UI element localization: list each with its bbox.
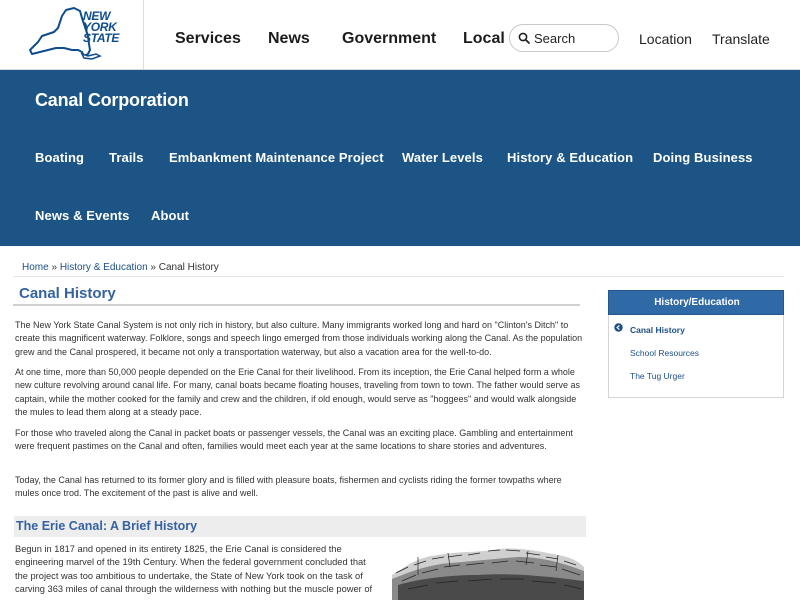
- subnav-embankment[interactable]: Embankment Maintenance Project: [169, 150, 384, 165]
- livelihood-paragraph: At one time, more than 50,000 people depended on the Erie Canal for their livelihood. From its inception, the Erie Canal helped form a whole new culture revolving around canal life. For many, canal boats became floating houses, traveling from town to town. The father would serve as captain, while the mother cooked for the family and crew and the children, if old enough, would serve as "hoggees" and would walk alongside the mules to lead them along at a steady pace.: [15, 367, 580, 418]
- search-button[interactable]: [509, 24, 619, 52]
- subnav-doing-business[interactable]: Doing Business: [653, 150, 753, 165]
- location-link[interactable]: Location: [639, 31, 692, 47]
- today-paragraph: Today, the Canal has returned to its former glory and is filled with pleasure boats, fishermen and cyclists riding the former towpaths where mules once trod. The excitement of the past is alive and well.: [15, 475, 562, 499]
- sidebar-link-school-resources[interactable]: School Resources: [630, 348, 699, 358]
- breadcrumb-history-education[interactable]: History & Education: [59, 262, 148, 273]
- logo-wordmark: NEW YORK STATE: [83, 9, 120, 45]
- title-underline: [13, 304, 580, 306]
- breadcrumb-current: Canal History: [158, 262, 219, 273]
- search-label: Search: [534, 31, 576, 46]
- sidebar-header: [608, 290, 784, 315]
- breadcrumb-divider: [14, 276, 784, 277]
- subnav-about[interactable]: About: [151, 208, 190, 223]
- sidebar-link-tug-urger[interactable]: The Tug Urger: [630, 371, 685, 381]
- breadcrumb-separator: »: [150, 262, 156, 273]
- subnav-boating[interactable]: Boating: [35, 150, 85, 165]
- nav-news[interactable]: News: [268, 30, 310, 47]
- translate-link[interactable]: Translate: [712, 31, 770, 47]
- subnav-water-levels[interactable]: Water Levels: [402, 150, 483, 165]
- erie-canal-paragraph: Begun in 1817 and opened in its entirety 1825, the Erie Canal is considered the engineering marvel of the 19th Century. When the federal government concluded that the project was too ambitious to undertake, the State of New York took on the task of carving 363 miles of canal through the wilderness with nothing but the muscle power of: [15, 544, 373, 595]
- breadcrumb: [22, 262, 219, 273]
- search-icon: [518, 32, 530, 44]
- sidebar-link-canal-history[interactable]: Canal History: [630, 325, 685, 335]
- subnav-news-events[interactable]: News & Events: [35, 208, 130, 223]
- chevron-left-icon: [614, 323, 623, 332]
- page-title: Canal History: [19, 285, 116, 302]
- nav-services[interactable]: Services: [175, 30, 241, 47]
- nav-government[interactable]: Government: [342, 30, 437, 47]
- erie-canal-engraving-image: [388, 545, 586, 600]
- breadcrumb-separator: »: [51, 262, 58, 273]
- site-header: [0, 0, 800, 70]
- subnav-history-education[interactable]: History & Education: [507, 150, 634, 165]
- breadcrumb-home[interactable]: Home: [22, 262, 49, 273]
- nys-logo[interactable]: [0, 0, 144, 70]
- subnav-trails[interactable]: Trails: [109, 150, 144, 165]
- travel-paragraph: For those who traveled along the Canal in packet boats or passenger vessels, the Canal was an exciting place. Gambling and entertainment were frequent pastimes on the Canal and often, families would meet each year at the same locations to share stories and adventures.: [15, 428, 573, 452]
- section-title: The Erie Canal: A Brief History: [16, 519, 198, 533]
- agency-title[interactable]: Canal Corporation: [35, 90, 189, 110]
- nav-local[interactable]: Local: [463, 30, 505, 47]
- intro-paragraph: The New York State Canal System is not only rich in history, but also culture. Many immigrants worked long and hard on "Clinton's Ditch" to create this magnificent waterway. Folklore, songs and speech lingo emerged from those individuals working along the Canal. As the population grew and the Canal prospered, it became not only a transportation waterway, but also a vacation area for the well-to-do.: [15, 320, 583, 357]
- sidebar-title: History/Education: [654, 297, 740, 308]
